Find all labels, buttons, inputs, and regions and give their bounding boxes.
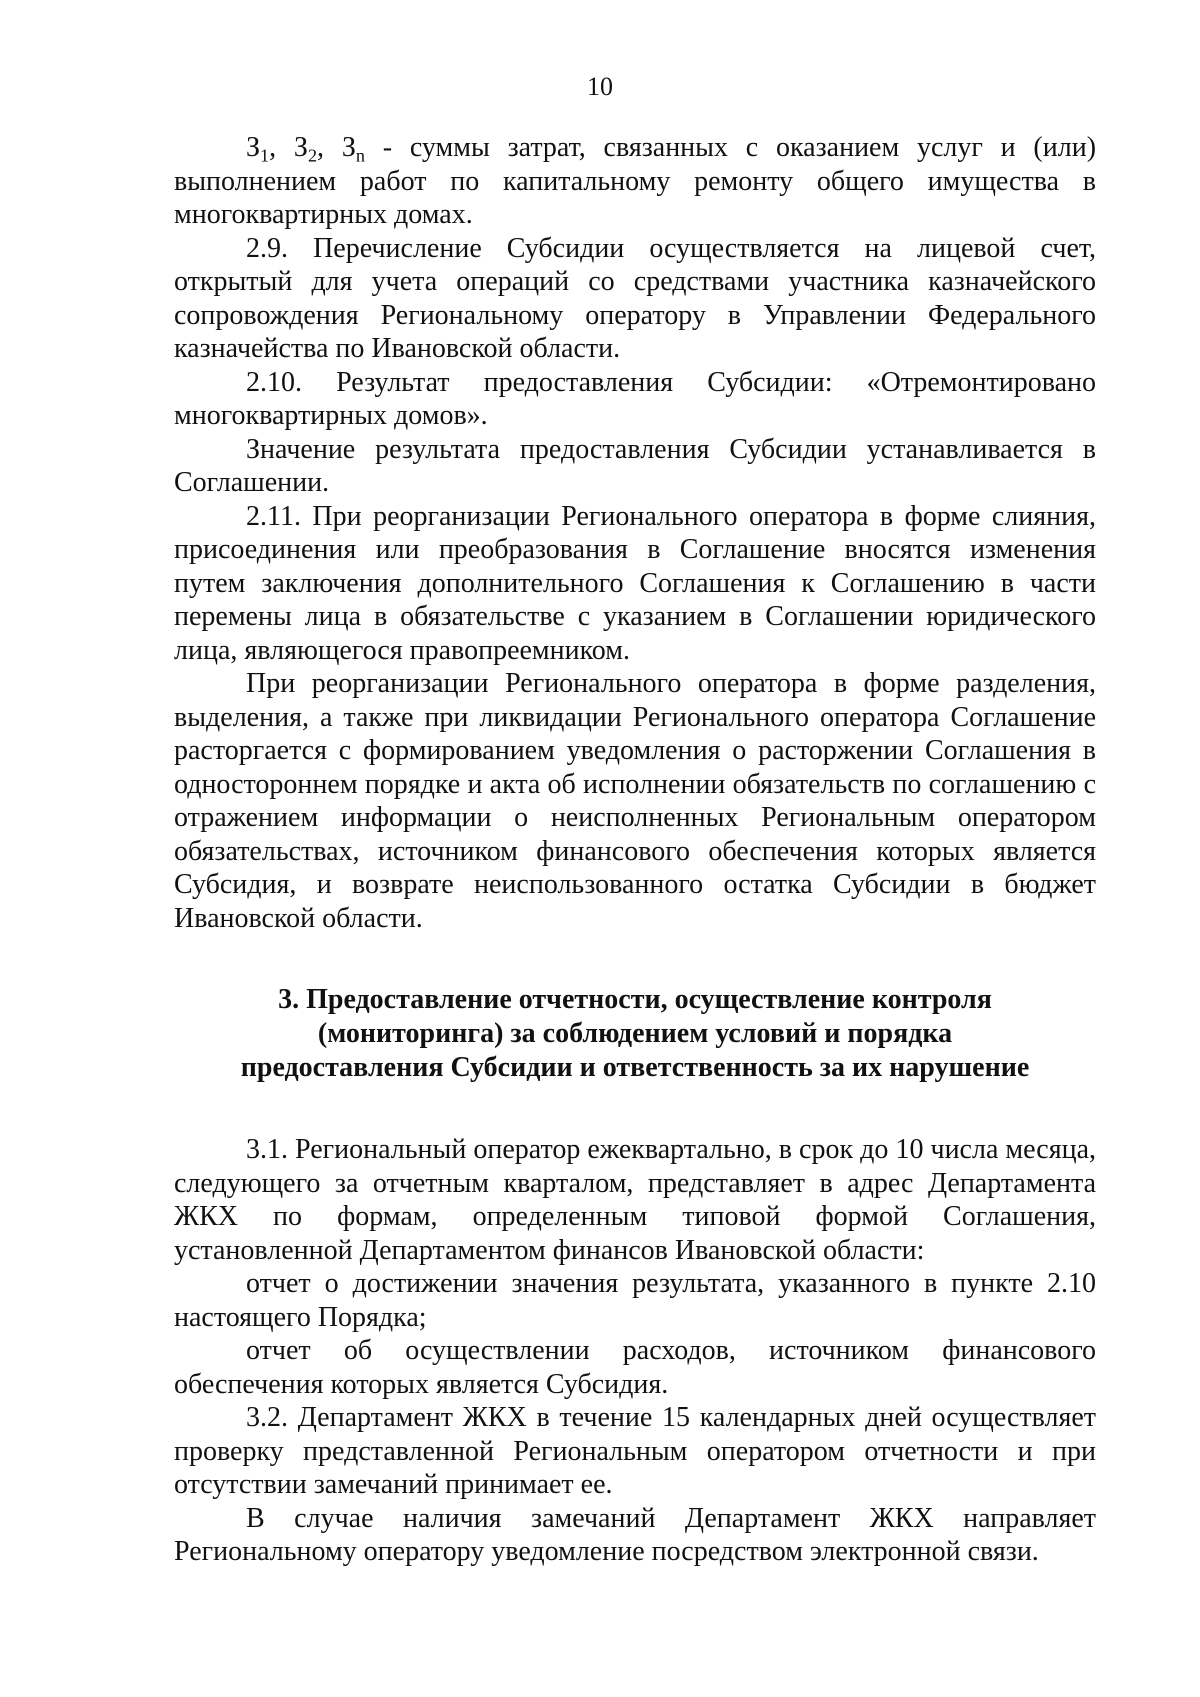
formula-var-1: З [246, 132, 261, 163]
formula-separator-1: , [269, 132, 294, 163]
formula-sub-2: 2 [307, 145, 318, 166]
paragraph-report-expenses: отчет об осуществлении расходов, источником финансового обеспечения которых является Субсидия. [174, 1335, 1096, 1400]
section-3-heading: 3. Предоставление отчетности, осуществление контроля (мониторинга) за соблюдением условий и порядка предоставления Субсидии и ответственность за их нарушение [240, 984, 1030, 1083]
formula-sub-n: n [355, 145, 365, 166]
paragraph-result-value: Значение результата предоставления Субсидии устанавливается в Соглашении. [174, 433, 1096, 498]
formula-paragraph [174, 131, 1096, 232]
formula-sub-1: 1 [260, 145, 270, 166]
paragraph-3-2: 3.2. Департамент ЖКХ в течение 15 календарных дней осуществляет проверку представленной Региональным оператором отчетности и при отсутствии замечаний принимает ее. [174, 1402, 1096, 1500]
document-body [174, 131, 1096, 1569]
paragraph-remarks: В случае наличия замечаний Департамент ЖКХ направляет Региональному оператору уведомление посредством электронной связи. [174, 1502, 1096, 1567]
page-number: 10 [587, 72, 613, 101]
formula-var-3: З [341, 132, 356, 163]
formula-var-2: З [293, 132, 308, 163]
formula-separator-2: , [317, 132, 342, 163]
paragraph-reorganization: При реорганизации Регионального оператора в форме разделения, выделения, а также при ликвидации Регионального оператора Соглашение расторгается с формированием уведомления о расторжении Соглашения в одностороннем порядке и акта об исполнении обязательств по соглашению с отражением информации о неисполненных Региональным оператором обязательствах, источником финансового обеспечения которых является Субсидия, и возврате неиспользованного остатка Субсидии в бюджет Ивановской области. [174, 668, 1096, 934]
paragraph-report-result: отчет о достижении значения результата, указанного в пункте 2.10 настоящего Порядка; [174, 1268, 1096, 1333]
paragraph-2-9: 2.9. Перечисление Субсидии осуществляется на лицевой счет, открытый для учета операций со средствами участника казначейского сопровождения Региональному оператору в Управлении Федерального казначейства по Ивановской области. [174, 232, 1096, 364]
formula-description: - суммы затрат, связанных с оказанием услуг и (или) выполнением работ по капитальному ремонту общего имущества в многоквартирных домах. [174, 132, 1097, 230]
paragraph-3-1: 3.1. Региональный оператор ежеквартально, в срок до 10 числа месяца, следующего за отчетным кварталом, представляет в адрес Департамента ЖКХ по формам, определенным типовой формой Соглашения, установленной Департаментом финансов Ивановской области: [174, 1134, 1096, 1266]
paragraph-2-10: 2.10. Результат предоставления Субсидии: «Отремонтировано многоквартирных домов». [174, 366, 1096, 431]
paragraph-2-11: 2.11. При реорганизации Регионального оператора в форме слияния, присоединения или преобразования в Соглашение вносятся изменения путем заключения дополнительного Соглашения к Соглашению в части перемены лица в обязательстве с указанием в Соглашении юридического лица, являющегося правопреемником. [174, 500, 1096, 666]
